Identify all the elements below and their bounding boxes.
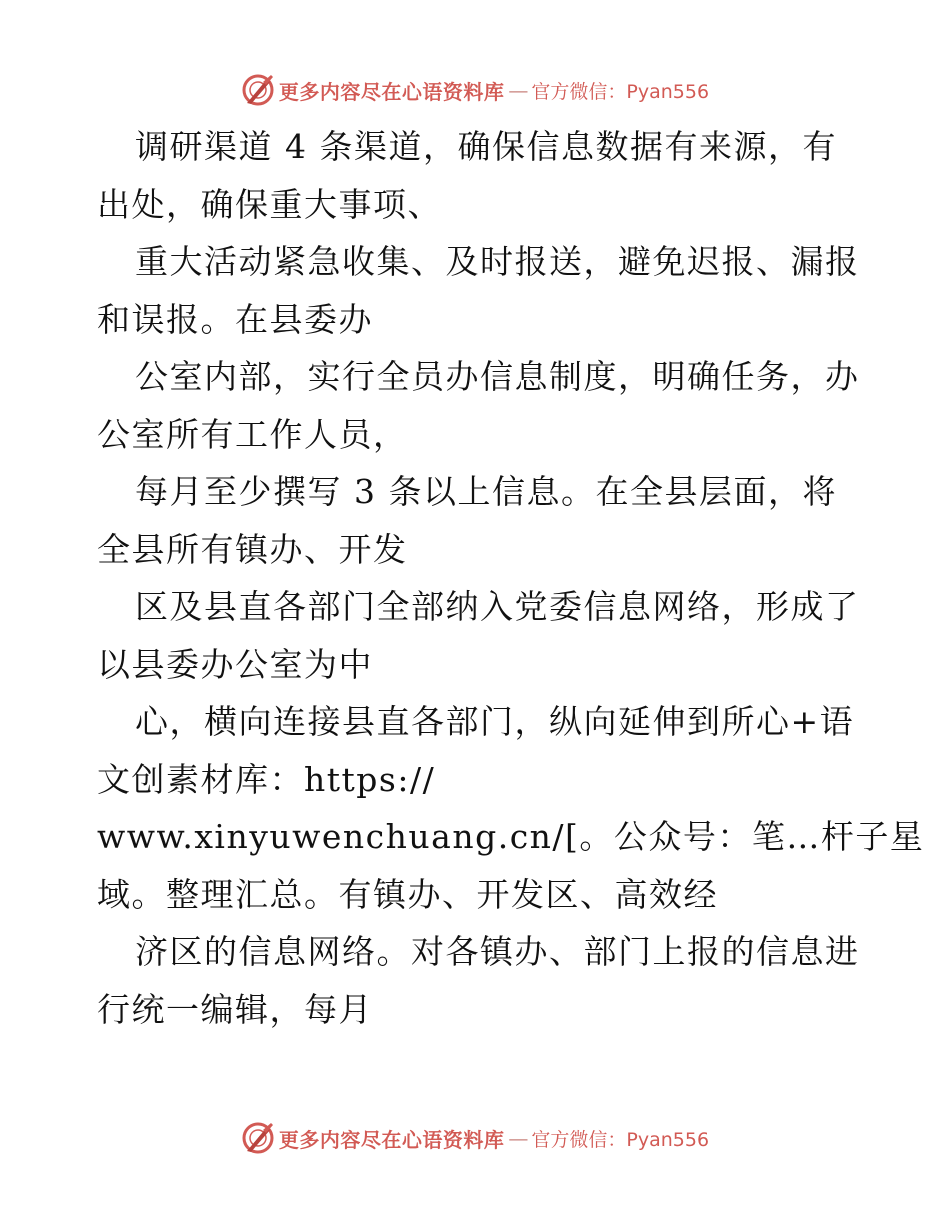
text-line: 每月至少撰写 3 条以上信息。在全县层面，将: [135, 472, 837, 511]
quill-logo-icon: [241, 73, 275, 107]
text-line: 出处，确保重大事项、: [97, 184, 442, 224]
text-line: 行统一编辑，每月: [97, 989, 373, 1029]
text-line: 公室所有工作人员，: [97, 414, 408, 454]
document-body: [97, 118, 925, 1038]
banner-title: 更多内容尽在心语资料库: [278, 79, 505, 104]
text-line: 以县委办公室为中: [97, 644, 373, 684]
text-line: 和误报。在县委办: [97, 299, 373, 339]
text-line: 域。整理汇总。有镇办、开发区、高效经: [97, 874, 718, 914]
text-line: 调研渠道 4 条渠道，确保信息数据有来源，有: [135, 127, 837, 166]
text-line: 区及县直各部门全部纳入党委信息网络，形成了: [135, 587, 860, 626]
text-line: 重大活动紧急收集、及时报送，避免迟报、漏报: [135, 242, 860, 281]
banner-dash: —: [508, 78, 528, 102]
banner-wechat: 官方微信：Pyan556: [531, 80, 710, 103]
text-line: 心，横向连接县直各部门，纵向延伸到所心+语: [135, 702, 855, 741]
banner-title: 更多内容尽在心语资料库: [278, 1127, 505, 1152]
banner-dash: —: [508, 1126, 528, 1150]
banner-wechat: 官方微信：Pyan556: [531, 1128, 710, 1151]
quill-logo-icon: [241, 1121, 275, 1155]
text-line: www.xinyuwenchuang.cn/[。公众号：笔…杆子星: [97, 817, 925, 856]
footer-banner: [0, 1118, 950, 1158]
text-line: 公室内部，实行全员办信息制度，明确任务，办: [135, 357, 860, 396]
text-line: 文创素材库：https://: [97, 759, 436, 799]
header-banner: [0, 70, 950, 110]
text-line: 全县所有镇办、开发: [97, 529, 408, 569]
text-line: 济区的信息网络。对各镇办、部门上报的信息进: [135, 932, 860, 971]
